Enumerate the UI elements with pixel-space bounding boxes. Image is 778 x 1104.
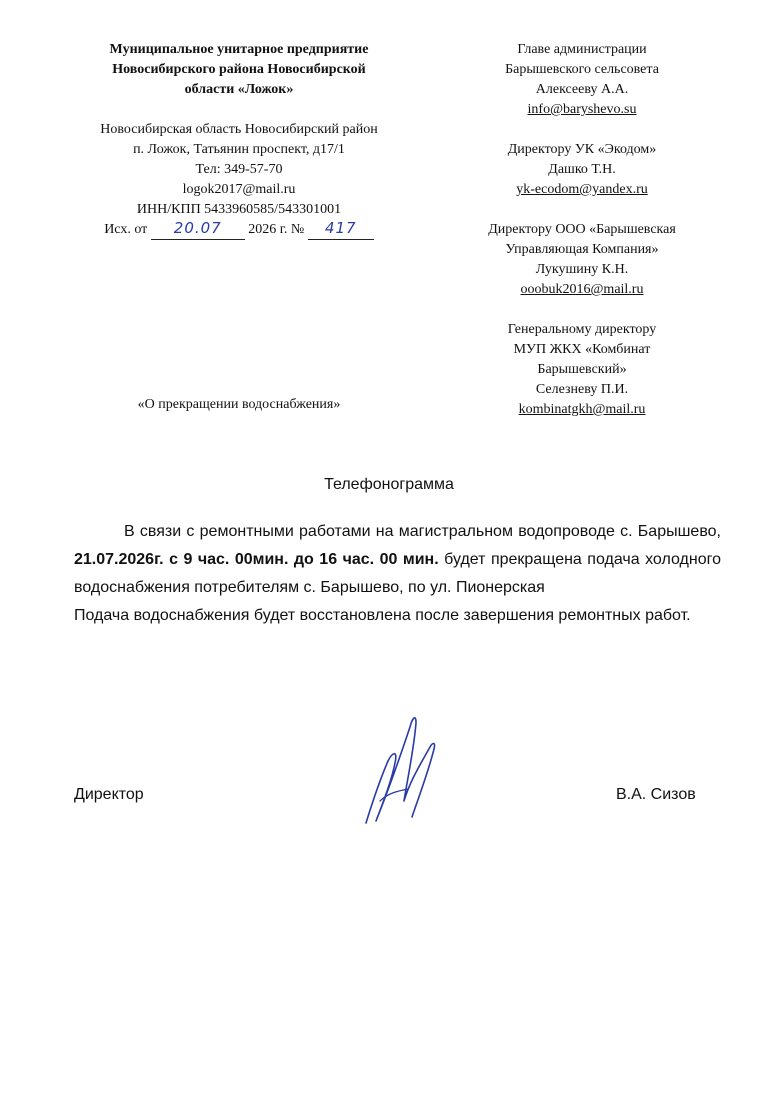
outage-time-bold: 21.07.2026г. с 9 час. 00мин. до 16 час. 00 мин. (74, 551, 439, 568)
recipient-line: Генеральному директору (507, 322, 657, 337)
recipient-line: Дашко Т.Н. (548, 162, 616, 177)
sender-block (62, 40, 416, 240)
ref-number-handwritten: 417 (324, 219, 357, 237)
signer-role: Директор (74, 786, 144, 803)
ref-prefix: Исх. от (104, 222, 148, 237)
recipient-1 (462, 40, 702, 120)
signer-name: В.А. Сизов (616, 786, 696, 803)
recipients-block (462, 40, 702, 440)
document-body (74, 518, 721, 630)
recipient-line: Барышевский» (537, 362, 627, 377)
outgoing-reference (62, 220, 416, 240)
sender-inn-kpp: ИНН/КПП 5433960585/543301001 (136, 202, 342, 217)
recipient-line: Директору ООО «Барышевская (488, 222, 676, 237)
recipient-3 (462, 220, 702, 300)
body-paragraph: Подача водоснабжения будет восстановлена после завершения ремонтных работ. (74, 607, 691, 624)
recipient-4 (462, 320, 702, 420)
body-paragraph (74, 518, 721, 602)
recipient-line: Барышевского сельсовета (505, 62, 659, 77)
address-line: Новосибирская область Новосибирский район (100, 122, 378, 137)
recipient-line: Селезневу П.И. (535, 382, 629, 397)
sender-address (62, 120, 416, 240)
recipient-email-link[interactable]: yk-ecodom@yandex.ru (516, 182, 648, 197)
ref-date-handwritten: 20.07 (173, 219, 222, 237)
handwritten-signature (340, 705, 444, 837)
recipient-2 (462, 140, 702, 200)
recipient-line: Управляющая Компания» (505, 242, 659, 257)
recipient-line: Главе администрации (517, 42, 647, 57)
body-text-part: В связи с ремонтными работами на магистральном водопроводе с. Барышево, (124, 523, 721, 540)
recipient-email-link[interactable]: info@baryshevo.su (527, 102, 637, 117)
ref-date-field (151, 221, 245, 240)
recipient-line: МУП ЖКХ «Комбинат (513, 342, 651, 357)
document-subject: «О прекращении водоснабжения» (137, 397, 341, 412)
org-line: области «Ложок» (184, 82, 294, 97)
sender-email: logok2017@mail.ru (182, 182, 296, 197)
recipient-line: Директору УК «Экодом» (507, 142, 657, 157)
recipient-email-link[interactable]: kombinatgkh@mail.ru (518, 402, 646, 417)
recipient-line: Алексееву А.А. (535, 82, 629, 97)
org-line: Муниципальное унитарное предприятие (109, 42, 369, 57)
document-title: Телефонограмма (324, 476, 454, 493)
address-line: п. Ложок, Татьянин проспект, д17/1 (133, 142, 345, 157)
sender-organization (62, 40, 416, 100)
recipient-email-link[interactable]: ooobuk2016@mail.ru (520, 282, 644, 297)
org-line: Новосибирского района Новосибирской (112, 62, 366, 77)
ref-year: 2026 г. № (248, 222, 305, 237)
ref-number-field (308, 221, 374, 240)
body-text-part: будет прекращена подача холодного водоснабжения потребителям с. Барышево, по ул. Пионерская (74, 551, 721, 596)
sender-phone: Тел: 349-57-70 (195, 162, 283, 177)
recipient-line: Лукушину К.Н. (535, 262, 629, 277)
